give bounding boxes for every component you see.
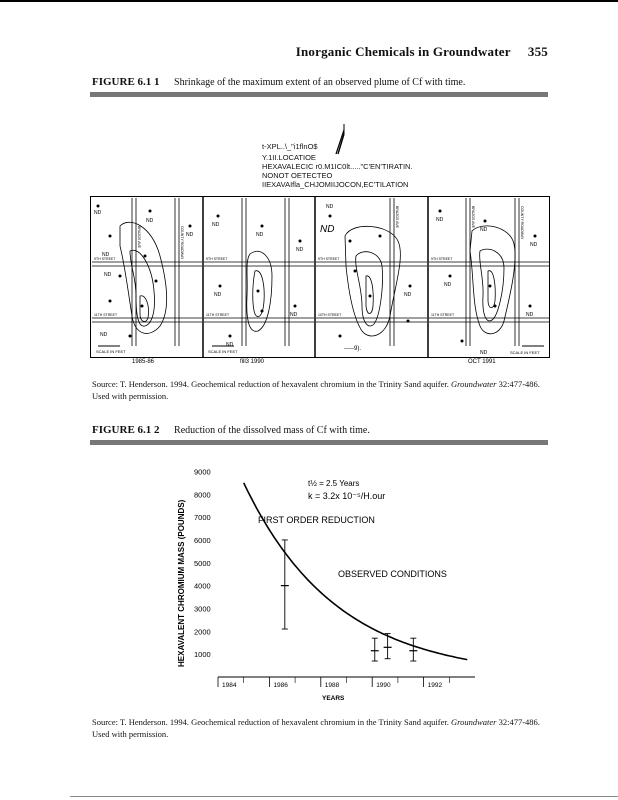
figure2-source xyxy=(92,716,552,740)
figure1-caption-text: Shrinkage of the maximum extent of an observed plume of Cf with time. xyxy=(174,77,466,88)
y-tick-label: 8000 xyxy=(194,490,211,500)
panel-3-year: -----9). xyxy=(344,346,361,352)
x-tick-label: 1990 xyxy=(376,682,391,689)
page-number: 355 xyxy=(527,44,548,59)
annotation-first-order: FIRST ORDER REDUCTION xyxy=(258,515,375,525)
legend-line-5: IIEXAVAIfla_CHJOMIIJOCON,EC'TILATION xyxy=(262,180,409,189)
y-tick-label: 9000 xyxy=(194,467,211,477)
svg-text:ND: ND xyxy=(94,210,102,216)
svg-text:ND: ND xyxy=(212,222,220,228)
figure2-source-journal: Groundwater xyxy=(450,717,497,727)
svg-text:9TH STREET: 9TH STREET xyxy=(94,257,116,261)
svg-text:ND: ND xyxy=(320,224,335,235)
legend-line-3: HEXAVALECIC r0.M1IC0lt....."C'EN'TIRATIN. xyxy=(262,162,413,171)
svg-text:11TH STREET: 11TH STREET xyxy=(206,313,230,317)
chromium-mass-chart xyxy=(0,445,618,705)
svg-text:BRAZOS AVE: BRAZOS AVE xyxy=(137,226,141,248)
figure1-caption xyxy=(92,76,465,88)
annotation-half-life: t½ = 2.5 Years xyxy=(308,479,360,488)
svg-text:ND: ND xyxy=(296,247,304,253)
svg-text:BRAZOS AVE: BRAZOS AVE xyxy=(471,206,475,228)
panel-2-year: fill3 1990 xyxy=(240,359,265,365)
svg-text:SCALE IN FEET: SCALE IN FEET xyxy=(510,350,540,355)
panel-oct-1991 xyxy=(429,198,549,356)
figure1-source-text: Source: T. Henderson. 1994. Geochemical reduction of hexavalent chromium in the Trinity Sand aquifer. xyxy=(92,379,449,389)
svg-text:SCALE IN FEET: SCALE IN FEET xyxy=(96,349,126,354)
svg-text:ND: ND xyxy=(226,342,234,348)
svg-text:ND: ND xyxy=(404,292,412,298)
panel-1985 xyxy=(92,198,202,354)
svg-text:ND: ND xyxy=(480,350,488,356)
figure1-source-tail: 32:477-486. Used with permission. xyxy=(92,379,540,401)
observed-points xyxy=(281,540,418,661)
svg-text:ND: ND xyxy=(100,332,108,338)
y-tick-label: 3000 xyxy=(194,604,211,614)
svg-text:11TH STREET: 11TH STREET xyxy=(94,313,118,317)
x-axis-label: YEARS xyxy=(322,695,345,702)
annotation-rate: k = 3.2x 10⁻⁵/H.our xyxy=(308,491,386,501)
legend-line-1: t-XPL..\_"i1flnO$ xyxy=(262,142,318,151)
svg-text:11TH STREET: 11TH STREET xyxy=(431,313,455,317)
svg-text:COUNTY ROADWAY: COUNTY ROADWAY xyxy=(180,226,184,260)
x-tick-label: 1986 xyxy=(273,682,288,689)
svg-text:BRAZOS AVE: BRAZOS AVE xyxy=(395,206,399,228)
plume-map-panels xyxy=(90,196,550,365)
x-tick-label: 1984 xyxy=(222,682,237,689)
figure2-source-text: Source: T. Henderson. 1994. Geochemical reduction of hexavalent chromium in the Trinity Sand aquifer. xyxy=(92,717,449,727)
figure1-label: FIGURE 6.1 1 xyxy=(92,76,160,88)
panel-4-year: OCT 1991 xyxy=(468,359,496,365)
svg-text:9TH STREET: 9TH STREET xyxy=(431,257,453,261)
legend-line-4: NONOT OETECTEO xyxy=(262,171,333,180)
figure2-caption xyxy=(92,424,370,436)
svg-text:ND: ND xyxy=(480,227,488,233)
figure1-source xyxy=(92,378,552,402)
svg-text:ND: ND xyxy=(102,252,110,258)
x-tick-label: 1988 xyxy=(324,682,340,689)
y-tick-label: 6000 xyxy=(194,535,211,545)
panel-1991 xyxy=(316,198,427,346)
svg-text:ND: ND xyxy=(526,312,534,318)
svg-text:10TH STREET: 10TH STREET xyxy=(318,313,342,317)
bottom-rule xyxy=(70,796,618,797)
top-rule xyxy=(0,0,618,2)
x-axis-ticks xyxy=(218,677,449,689)
svg-text:ND: ND xyxy=(214,292,222,298)
y-tick-label: 1000 xyxy=(194,650,211,660)
figure2-caption-text: Reduction of the dissolved mass of Cf with time. xyxy=(174,425,370,436)
svg-text:ND: ND xyxy=(256,232,264,238)
annotation-observed: OBSERVED CONDITIONS xyxy=(338,569,447,579)
y-tick-label: 7000 xyxy=(194,513,211,523)
figure1-source-journal: Groundwater xyxy=(450,379,497,389)
panel-1990 xyxy=(204,198,314,354)
svg-text:ND: ND xyxy=(444,282,452,288)
y-axis-ticks xyxy=(194,467,211,659)
svg-text:9TH STREET: 9TH STREET xyxy=(206,257,228,261)
y-tick-label: 2000 xyxy=(194,627,211,637)
svg-text:SCALE IN FEET: SCALE IN FEET xyxy=(208,349,238,354)
svg-text:ND: ND xyxy=(326,204,334,210)
plume-maps-svg xyxy=(90,196,550,365)
figure2-source-tail: 32:477-486. Used with permission. xyxy=(92,717,540,739)
svg-text:ND: ND xyxy=(146,218,154,224)
y-tick-label: 5000 xyxy=(194,558,211,568)
y-axis-label: HEXAVALENT CHROMIUM MASS (POUNDS) xyxy=(177,499,186,667)
svg-text:COUNTY ROADWAY: COUNTY ROADWAY xyxy=(520,206,524,240)
figure2-label: FIGURE 6.1 2 xyxy=(92,424,160,436)
svg-text:9TH STREET: 9TH STREET xyxy=(318,257,340,261)
svg-text:ND: ND xyxy=(104,272,112,278)
map-legend xyxy=(240,124,470,194)
svg-text:ND: ND xyxy=(290,312,298,318)
legend-line-2: Y.1II.LOCATIOE xyxy=(262,153,316,162)
panel-1-year: 1985-86 xyxy=(132,359,155,365)
running-head xyxy=(296,44,548,60)
svg-text:ND: ND xyxy=(530,242,538,248)
figure1-bar xyxy=(90,92,548,97)
x-tick-label: 1992 xyxy=(427,682,443,689)
svg-text:ND: ND xyxy=(436,217,444,223)
running-head-title: Inorganic Chemicals in Groundwater xyxy=(295,44,511,59)
y-tick-label: 4000 xyxy=(194,581,211,591)
svg-text:ND: ND xyxy=(186,232,194,238)
